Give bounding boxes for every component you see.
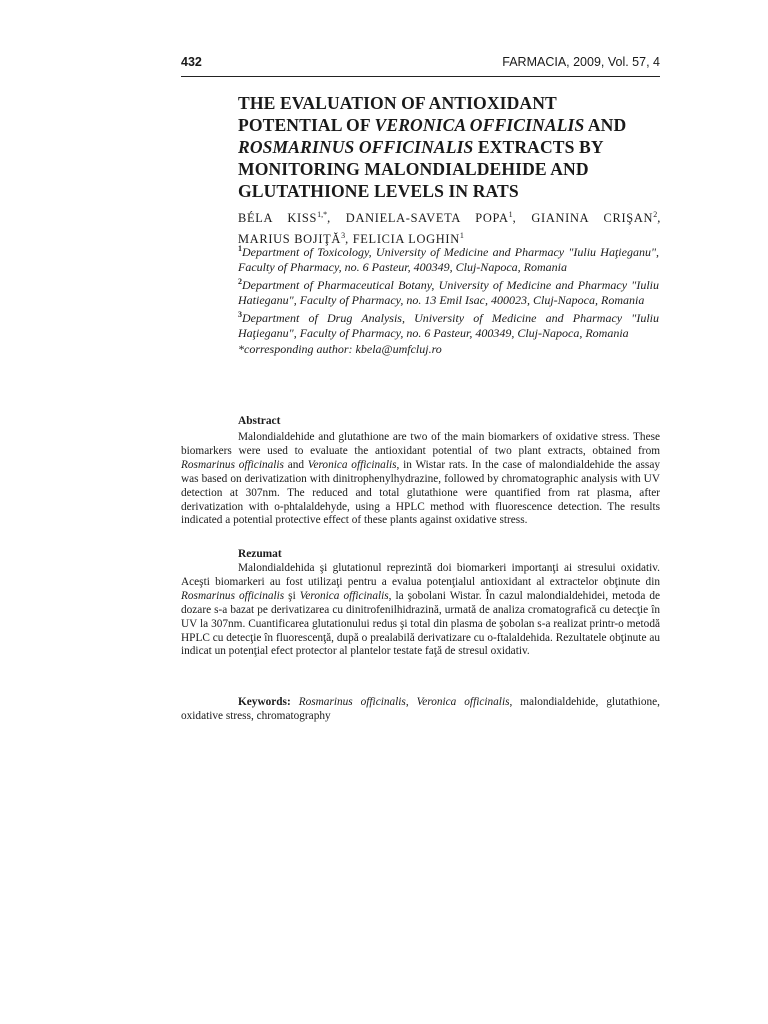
species-name: Rosmarinus officinalis (181, 589, 285, 602)
keyword-term: Veronica officinalis (416, 696, 510, 708)
affiliations (238, 242, 659, 356)
species-name: Rosmarinus officinalis (181, 458, 284, 471)
paper-title (238, 92, 663, 202)
affiliation-2: $^2$Department of Pharmaceutical Botany, University of Medicine and Pharmacy "Iuliu Hatieganu", Faculty of Pharmacy, no. 13 Emil Isac, 400023, Cluj-Napoca, Romania (238, 277, 659, 307)
keywords: Keywords: Rosmarinus officinalis, Veronica officinalis, malondialdehide, glutathione, oxidative stress, chromatography (181, 696, 660, 722)
title-line-4: MONITORING MALONDIALDEHIDE AND (238, 159, 589, 179)
author-affiliation-mark: 1 (508, 210, 513, 219)
author-name: DANIELA-SAVETA POPA (345, 211, 509, 226)
species-name: Veronica officinalis (299, 589, 389, 602)
author-name: FELICIA LOGHIN (352, 232, 460, 247)
author-name: GIANINA CRIŞAN (531, 211, 654, 226)
affiliation-1: $^1$Department of Toxicology, University of Medicine and Pharmacy "Iuliu Haţieganu", Faculty of Pharmacy, no. 6 Pasteur, 400349, Cluj-Napoca, Romania (238, 244, 659, 274)
journal-reference: FARMACIA, 2009, Vol. 57, 4 (502, 55, 660, 69)
running-header (181, 55, 660, 69)
title-line-1: THE EVALUATION OF ANTIOXIDANT (238, 93, 557, 113)
affiliation-3: $^3$Department of Drug Analysis, University of Medicine and Pharmacy "Iuliu Haţieganu", Faculty of Pharmacy, no. 6 Pasteur, 400349, Cluj-Napoca, Romania (238, 310, 659, 340)
rezumat-heading: Rezumat (238, 548, 282, 560)
keyword-list: , malondialdehide, glutathione, oxidative stress, chromatography (181, 696, 660, 722)
rezumat-text: Malondialdehida şi glutationul reprezintă doi biomarkeri importanţi ai stresului oxidativ. Aceşti biomarkeri au fost utilizaţi pentru a evalua potenţialul antioxidant al extractelor obţinute din Rosmarinus officinalis şi Veronica officinalis, la şobolani Wistar. În cazul malondialdehidei, metoda de dozare s-a bazat pe derivatizarea cu dinitrofenilhidrazină, urmată de analiza cromatografică cu detecţie în UV la 307nm. Cuantificarea glutationului redus şi total din plasma de şobolan s-a realizat printr-o metodă HPLC cu detecţie în fluorescenţă, după o prealabilă derivatizare cu o-ftalaldehida. Rezultatele obţinute au indicat un potenţial efect protector al plantelor testate faţă de stresul oxidativ. (181, 562, 660, 658)
abstract-text: Malondialdehide and glutathione are two of the main biomarkers of oxidative stress. These biomarkers were used to evaluate the antioxidant potential of two plant extracts, obtained from Rosmarinus officinalis and Veronica officinalis, in Wistar rats. In the case of malondialdehide the assay was based on derivatization with dinitrophenylhydrazine, followed by chromatographic analysis with UV detection at 307nm. The reduced and total glutathione were quantified from rat plasma, after derivatization with o-phtalaldehyde, using a HPLC method with fluorescence detection. The results indicated a potential protective effect of these plants against oxidative stress. (181, 431, 660, 527)
corresponding-author: *corresponding author: kbela@umfcluj.ro (238, 341, 442, 356)
author-list: BÉLA $KISS^{1,*}$, DANIELA-SAVETA POPA$^1$, GIANINA CRIŞAN$^2$, MARIUS BOJIŢĂ$^3$, FELICIA LOGHIN$^1$ (238, 210, 661, 247)
species-name: Veronica officinalis (307, 458, 397, 471)
author-affiliation-mark: 1,* (317, 210, 328, 219)
author-affiliation-mark: 1 (459, 231, 464, 241)
header-divider (181, 76, 660, 77)
author-name: BÉLA KISS (238, 211, 318, 226)
abstract-heading: Abstract (238, 415, 281, 427)
title-line-3: ROSMARINUS OFFICINALIS EXTRACTS BY (238, 137, 604, 157)
author-affiliation-mark: 3 (341, 231, 346, 241)
keyword-term: Rosmarinus officinalis (298, 696, 406, 708)
author-affiliation-mark: 2 (653, 210, 658, 219)
author-name: MARIUS BOJIŢĂ (238, 232, 342, 247)
title-line-2: POTENTIAL OF VERONICA OFFICINALIS AND (238, 115, 627, 135)
title-line-5: GLUTATHIONE LEVELS IN RATS (238, 181, 519, 201)
keywords-label: Keywords: (238, 696, 291, 708)
page-number: 432 (181, 55, 202, 69)
